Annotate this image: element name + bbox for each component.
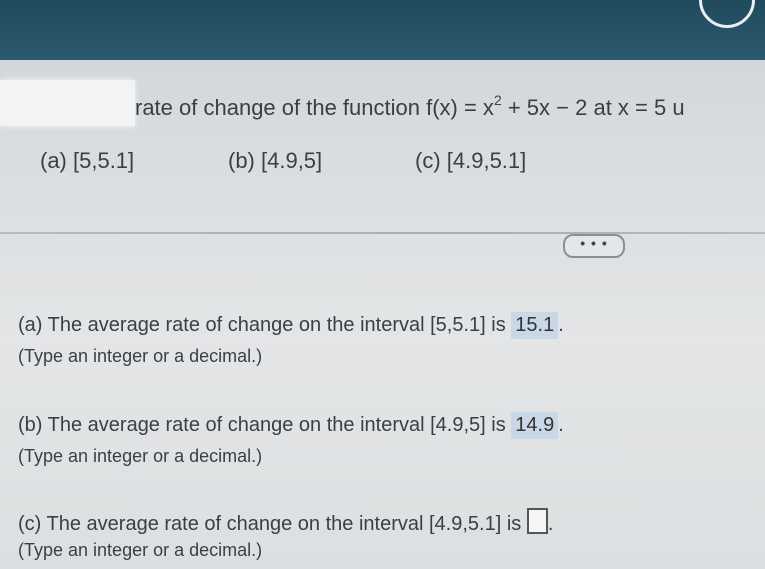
- part-b-prompt: (b) The average rate of change on the interval [4.9,5] is: [18, 414, 512, 436]
- choice-a: (a) [5,5.1]: [40, 148, 135, 173]
- top-banner: [0, 0, 765, 60]
- question-text-start: rate of change of the function f(x) = x: [135, 95, 494, 120]
- part-c-answer-field[interactable]: [527, 508, 548, 534]
- part-a-suffix: .: [558, 314, 564, 336]
- part-a-prompt: (a) The average rate of change on the interval [5,5.1] is: [18, 314, 512, 336]
- section-divider: [0, 232, 765, 234]
- part-c-hint: (Type an integer or a decimal.): [18, 540, 263, 560]
- part-b-suffix: .: [558, 414, 564, 436]
- part-a-line: [18, 312, 564, 339]
- choice-b: (b) [4.9,5]: [228, 148, 323, 173]
- obscured-text-area: [0, 80, 135, 126]
- part-b-line: [18, 412, 564, 439]
- part-a-hint: (Type an integer or a decimal.): [18, 346, 263, 366]
- choice-c: (c) [4.9,5.1]: [415, 148, 527, 173]
- part-c-prompt: (c) The average rate of change on the interval [4.9,5.1] is: [18, 513, 527, 535]
- exponent: 2: [493, 92, 502, 108]
- part-b-answer-field[interactable]: 14.9: [511, 412, 558, 439]
- part-a-answer-field[interactable]: 15.1: [511, 312, 558, 339]
- part-b-hint: (Type an integer or a decimal.): [18, 446, 263, 466]
- question-text-end: + 5x − 2 at x = 5 u: [501, 95, 685, 120]
- part-c-line: [18, 508, 553, 536]
- question-text: [135, 92, 685, 121]
- circle-icon[interactable]: [699, 0, 755, 28]
- part-c-suffix: .: [547, 513, 554, 535]
- more-button[interactable]: • • •: [563, 234, 625, 258]
